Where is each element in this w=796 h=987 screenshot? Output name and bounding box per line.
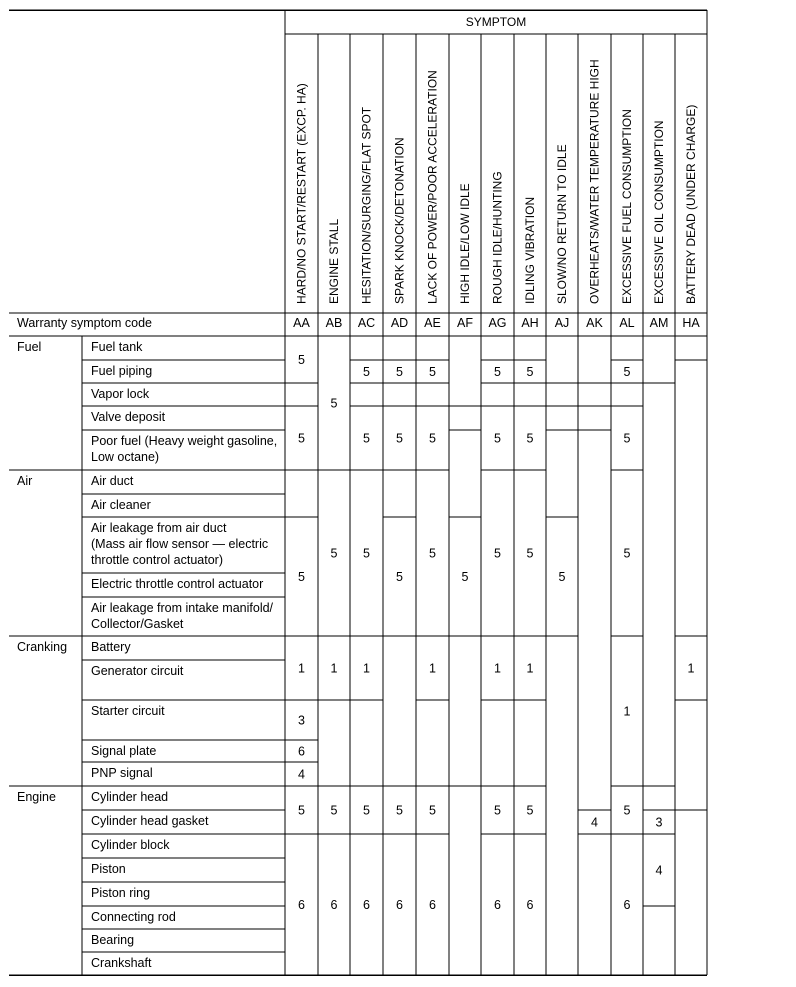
rating-value: 6 <box>363 898 370 912</box>
rating-value: 5 <box>494 431 501 446</box>
symptom-name: SPARK KNOCK/DETONATION <box>392 137 407 304</box>
rating-value: 6 <box>298 744 305 759</box>
warranty-code: AA <box>293 316 310 330</box>
rating-value: 5 <box>623 546 631 561</box>
warranty-code: AG <box>488 316 507 330</box>
rating-value: 5 <box>298 570 305 584</box>
group-label: Engine <box>17 790 56 804</box>
warranty-code-label: Warranty symptom code <box>17 316 152 330</box>
component-label: Air duct <box>91 474 134 488</box>
rating-value: 6 <box>494 898 501 912</box>
symptom-name: ENGINE STALL <box>327 218 341 304</box>
rating-value: 5 <box>298 803 305 818</box>
component-label: Cylinder head <box>91 790 169 804</box>
component-label: Fuel piping <box>91 364 153 378</box>
rating-value: 5 <box>330 546 338 561</box>
rating-value: 5 <box>623 431 631 446</box>
component-label: Cylinder block <box>91 838 170 852</box>
rating-value: 5 <box>396 803 403 818</box>
symptom-name: HIGH IDLE/LOW IDLE <box>458 183 472 304</box>
component-label: Valve deposit <box>91 410 166 424</box>
component-label: Air cleaner <box>91 498 151 512</box>
warranty-code: AL <box>619 316 635 330</box>
rating-value: 5 <box>494 365 501 379</box>
symptom-header-title: SYMPTOM <box>465 15 527 29</box>
warranty-code: AK <box>586 316 603 330</box>
rating-value: 5 <box>396 365 403 379</box>
rating-value: 5 <box>363 431 370 446</box>
symptom-name: SLOW/NO RETURN TO IDLE <box>555 144 569 304</box>
component-label: Vapor lock <box>91 387 150 401</box>
warranty-code: AH <box>521 316 539 330</box>
rating-value: 5 <box>526 803 534 818</box>
symptom-name: HARD/NO START/RESTART (EXCP. HA) <box>294 83 309 304</box>
component-label: throttle control actuator) <box>91 553 224 567</box>
symptom-name: IDLING VIBRATION <box>523 196 537 304</box>
rating-value: 1 <box>526 661 534 676</box>
rating-value: 5 <box>298 431 305 446</box>
rating-value: 5 <box>526 431 534 446</box>
warranty-code: AJ <box>554 316 570 330</box>
rating-value: 6 <box>623 898 631 912</box>
component-label: Fuel tank <box>91 340 143 354</box>
rating-value: 5 <box>461 570 469 584</box>
rating-value: 1 <box>298 661 305 676</box>
symptom-name: OVERHEATS/WATER TEMPERATURE HIGH <box>587 59 602 304</box>
component-label: Piston ring <box>91 886 151 900</box>
group-label: Fuel <box>17 340 42 354</box>
rating-value: 5 <box>396 431 403 446</box>
component-label: PNP signal <box>91 766 153 780</box>
rating-value: 5 <box>526 365 534 379</box>
component-label: Starter circuit <box>91 704 165 718</box>
rating-value: 5 <box>494 803 501 818</box>
rating-value: 5 <box>298 353 305 367</box>
component-label: Signal plate <box>91 744 157 758</box>
rating-value: 6 <box>298 898 305 912</box>
table-text <box>17 15 700 970</box>
rating-value: 3 <box>655 815 663 830</box>
rating-value: 5 <box>363 365 370 379</box>
symptom-name: LACK OF POWER/POOR ACCELERATION <box>425 70 440 304</box>
rating-value: 5 <box>429 803 436 818</box>
warranty-code: AC <box>357 316 376 330</box>
rating-value: 6 <box>396 898 403 912</box>
rating-value: 4 <box>655 863 663 878</box>
rating-value: 4 <box>591 815 598 830</box>
rating-value: 5 <box>526 546 534 561</box>
component-label: Poor fuel (Heavy weight gasoline, <box>91 434 278 448</box>
group-label: Cranking <box>17 640 68 654</box>
rating-value: 1 <box>330 661 338 676</box>
rating-value: 5 <box>558 570 566 584</box>
warranty-code: AE <box>424 316 441 330</box>
symptom-name: ROUGH IDLE/HUNTING <box>490 171 505 304</box>
component-label: Bearing <box>91 933 135 947</box>
rating-value: 1 <box>429 661 436 676</box>
component-label: Air leakage from intake manifold/ <box>91 601 274 615</box>
warranty-code: AB <box>325 316 343 330</box>
rating-value: 5 <box>330 396 338 411</box>
warranty-code: AD <box>390 316 409 330</box>
symptom-name: EXCESSIVE FUEL CONSUMPTION <box>620 109 634 304</box>
component-label: (Mass air flow sensor — electric <box>91 537 269 551</box>
rating-value: 5 <box>330 803 338 818</box>
component-label: Crankshaft <box>91 956 152 970</box>
rating-value: 1 <box>494 661 501 676</box>
warranty-code: AF <box>457 316 473 330</box>
rating-value: 5 <box>429 431 436 446</box>
warranty-code: HA <box>682 316 700 330</box>
rating-value: 5 <box>429 365 436 379</box>
rating-value: 5 <box>623 803 631 818</box>
rating-value: 5 <box>363 546 370 561</box>
component-label: Generator circuit <box>91 664 184 678</box>
rating-value: 5 <box>396 570 403 584</box>
symptom-name: HESITATION/SURGING/FLAT SPOT <box>359 106 374 304</box>
component-label: Low octane) <box>91 450 160 464</box>
component-label: Piston <box>91 862 126 876</box>
component-label: Battery <box>91 640 131 654</box>
rating-value: 5 <box>363 803 370 818</box>
rating-value: 6 <box>330 898 338 912</box>
rating-value: 6 <box>429 898 436 912</box>
rating-value: 6 <box>526 898 534 912</box>
group-label: Air <box>17 474 33 488</box>
rating-value: 5 <box>494 546 501 561</box>
rating-value: 1 <box>687 661 695 676</box>
rating-value: 1 <box>623 704 631 719</box>
table-grid-lines <box>9 10 707 975</box>
component-label: Collector/Gasket <box>91 617 184 631</box>
rating-value: 4 <box>298 767 305 782</box>
rating-value: 5 <box>623 365 631 379</box>
symptom-name: EXCESSIVE OIL CONSUMPTION <box>652 120 666 304</box>
symptom-name: BATTERY DEAD (UNDER CHARGE) <box>684 104 698 304</box>
rating-value: 1 <box>363 661 370 676</box>
rating-value: 3 <box>298 713 305 728</box>
component-label: Connecting rod <box>91 910 176 924</box>
warranty-code: AM <box>649 316 669 330</box>
component-label: Air leakage from air duct <box>91 521 227 535</box>
rating-value: 5 <box>429 546 436 561</box>
component-label: Electric throttle control actuator <box>91 577 264 591</box>
component-label: Cylinder head gasket <box>91 814 209 828</box>
